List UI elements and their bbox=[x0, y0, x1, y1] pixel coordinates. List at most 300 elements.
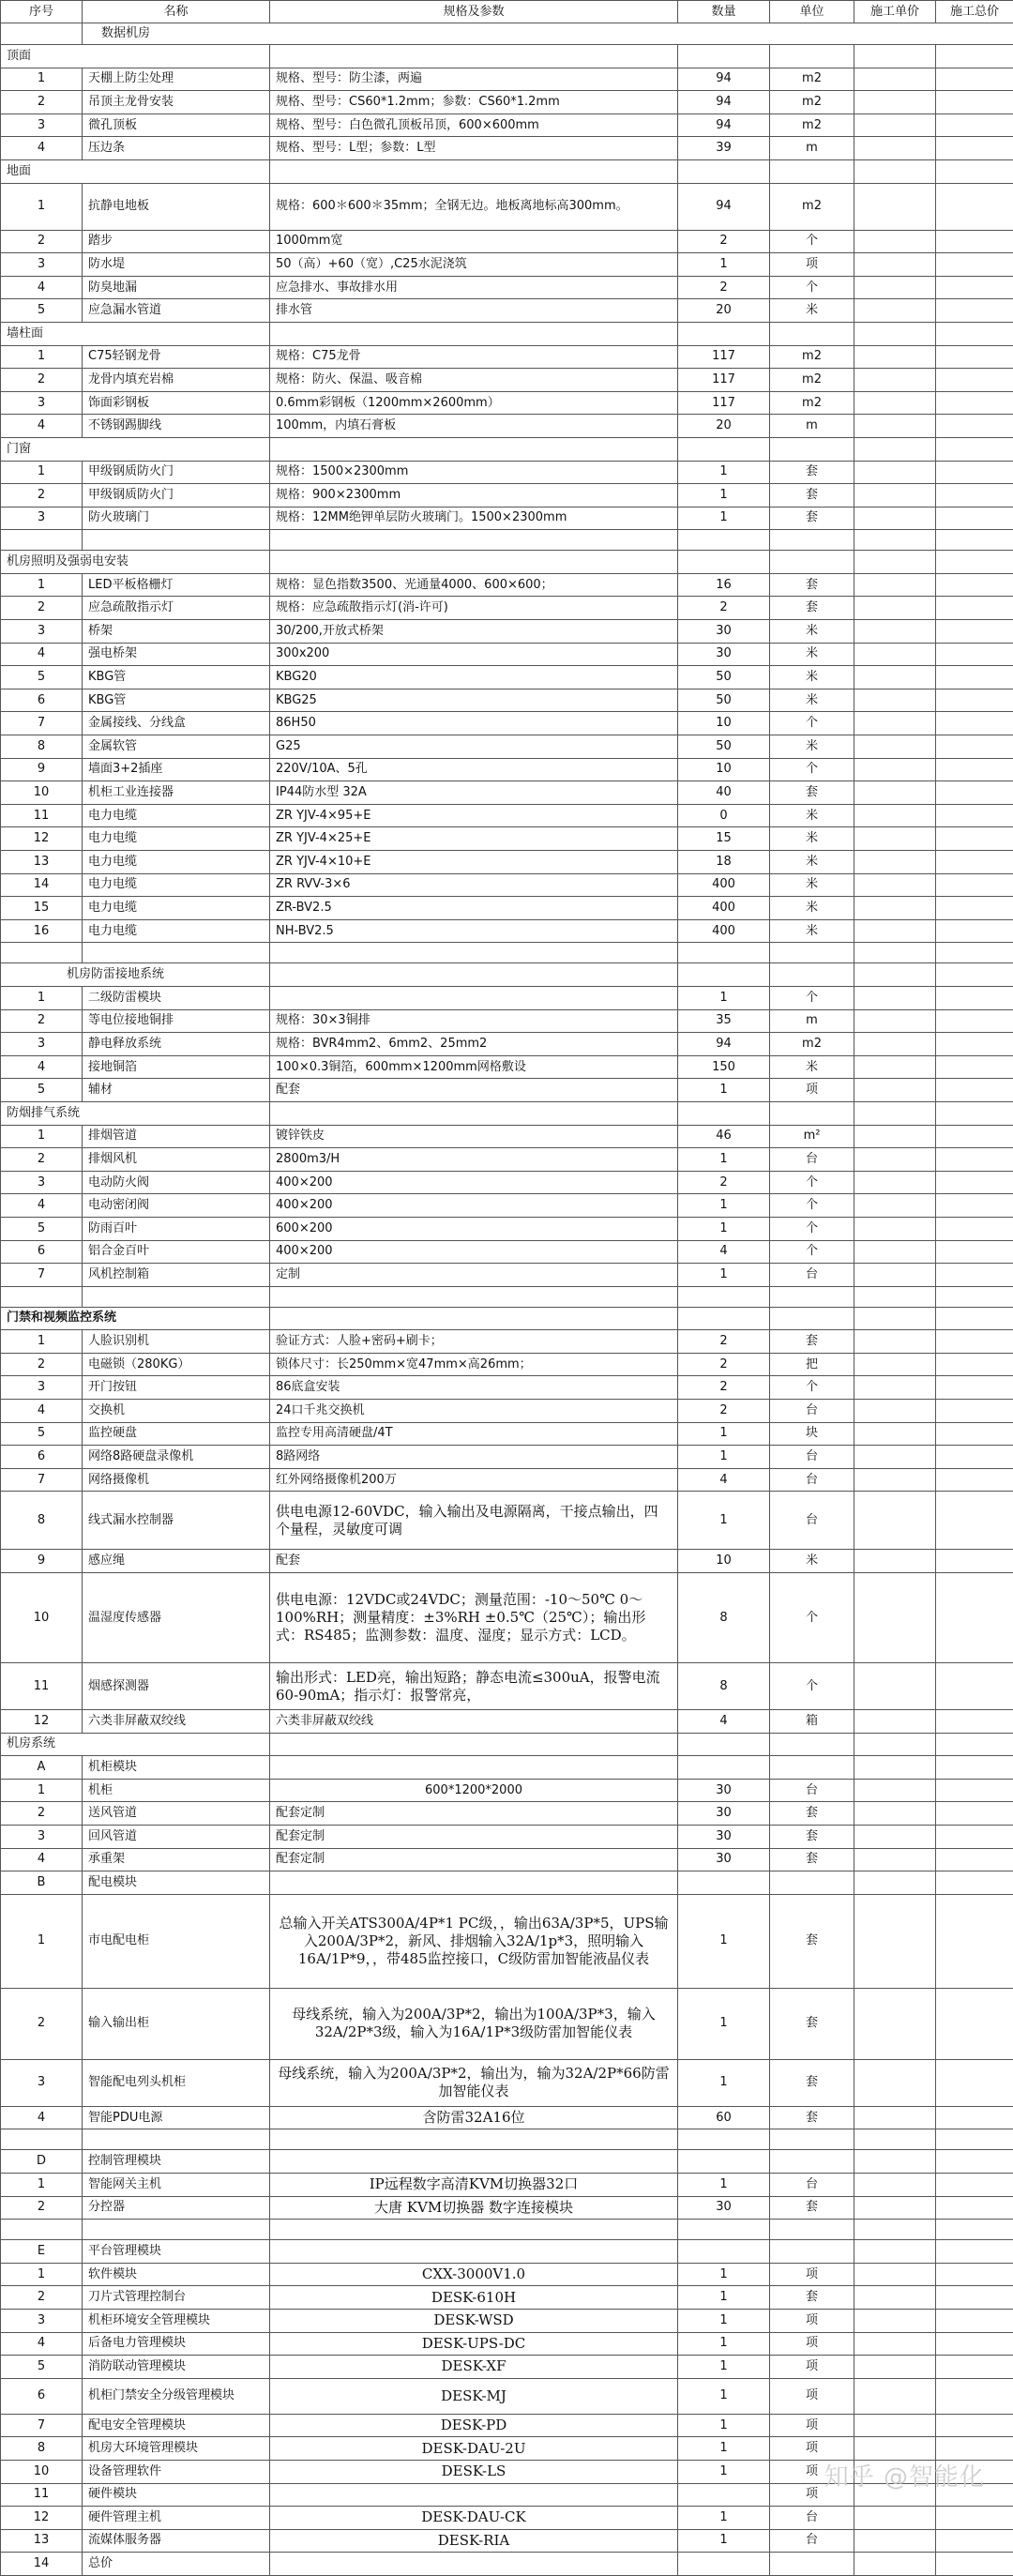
item-spec: 监控专用高清硬盘/4T bbox=[270, 1422, 678, 1446]
item-price bbox=[854, 1079, 936, 1102]
item-price bbox=[854, 712, 936, 735]
item-total bbox=[936, 2378, 1013, 2414]
item-name: 电力电缆 bbox=[83, 919, 270, 943]
item-qty: 94 bbox=[678, 91, 770, 114]
item-name: 吊顶主龙骨安装 bbox=[83, 91, 270, 114]
empty-cell bbox=[770, 1286, 854, 1307]
item-total bbox=[936, 689, 1013, 712]
empty-cell bbox=[83, 1286, 270, 1307]
table-row bbox=[1, 2507, 1013, 2530]
item-name: 总价 bbox=[83, 2553, 270, 2576]
table-row bbox=[1, 1710, 1013, 1734]
table-row bbox=[1, 1009, 1013, 1033]
item-qty: 30 bbox=[678, 1779, 770, 1802]
empty-cell bbox=[270, 551, 678, 574]
empty-cell bbox=[678, 2240, 770, 2264]
item-total bbox=[936, 781, 1013, 805]
empty-cell bbox=[678, 159, 770, 183]
section-title: 防烟排气系统 bbox=[1, 1101, 270, 1125]
item-unit: 台 bbox=[770, 1148, 854, 1172]
title-row bbox=[1, 23, 1013, 45]
item-price bbox=[854, 1573, 936, 1663]
item-unit: 台 bbox=[770, 1400, 854, 1423]
empty-cell bbox=[270, 159, 678, 183]
item-price bbox=[854, 643, 936, 666]
item-seq: 4 bbox=[1, 643, 83, 666]
header-price: 施工单价 bbox=[854, 1, 936, 23]
item-unit: m bbox=[770, 137, 854, 160]
item-name: 电力电缆 bbox=[83, 804, 270, 827]
item-unit: 米 bbox=[770, 827, 854, 851]
empty-cell bbox=[770, 1307, 854, 1330]
table-row bbox=[1, 758, 1013, 781]
item-spec: 配套定制 bbox=[270, 1802, 678, 1826]
item-unit: 米 bbox=[770, 1055, 854, 1079]
item-total bbox=[936, 919, 1013, 943]
item-unit: 套 bbox=[770, 1802, 854, 1826]
item-qty: 1 bbox=[678, 1988, 770, 2059]
empty-cell bbox=[854, 1286, 936, 1307]
empty-cell bbox=[678, 2150, 770, 2174]
item-unit: 台 bbox=[770, 1446, 854, 1469]
item-spec: G25 bbox=[270, 735, 678, 759]
item-total bbox=[936, 2196, 1013, 2220]
item-price bbox=[854, 183, 936, 230]
table-row bbox=[1, 1988, 1013, 2059]
item-total bbox=[936, 1194, 1013, 1218]
item-spec: 规格：30×3铜排 bbox=[270, 1009, 678, 1033]
item-price bbox=[854, 1422, 936, 1446]
table-row bbox=[1, 345, 1013, 369]
item-total bbox=[936, 1055, 1013, 1079]
empty-cell bbox=[270, 963, 678, 987]
table-row bbox=[1, 851, 1013, 874]
empty-cell bbox=[83, 2129, 270, 2150]
item-unit: 项 bbox=[770, 2263, 854, 2286]
empty-cell bbox=[770, 943, 854, 963]
item-name: 电磁锁（280KG） bbox=[83, 1353, 270, 1376]
item-unit: 项 bbox=[770, 2460, 854, 2483]
item-qty: 30 bbox=[678, 1802, 770, 1826]
item-spec: 0.6mm彩钢板（1200mm×2600mm） bbox=[270, 391, 678, 415]
item-total bbox=[936, 873, 1013, 897]
item-total bbox=[936, 2356, 1013, 2379]
item-price bbox=[854, 873, 936, 897]
item-spec: 50（高）+60（宽）,C25水泥浇筑 bbox=[270, 253, 678, 277]
section-title: 机房照明及强弱电安装 bbox=[1, 551, 270, 574]
item-qty: 94 bbox=[678, 114, 770, 137]
empty-cell bbox=[770, 551, 854, 574]
item-spec: 大唐 KVM切换器 数字连接模块 bbox=[270, 2196, 678, 2220]
item-total bbox=[936, 2553, 1013, 2576]
item-seq: 1 bbox=[1, 986, 83, 1009]
item-total bbox=[936, 345, 1013, 369]
item-qty: 2 bbox=[678, 276, 770, 299]
item-spec: 600×200 bbox=[270, 1217, 678, 1240]
item-qty: 2 bbox=[678, 1171, 770, 1194]
item-price bbox=[854, 919, 936, 943]
item-spec: 1000mm宽 bbox=[270, 230, 678, 253]
item-price bbox=[854, 666, 936, 689]
item-name: 机柜环境安全管理模块 bbox=[83, 2309, 270, 2332]
item-qty: 1 bbox=[678, 2460, 770, 2483]
table-row bbox=[1, 1033, 1013, 1056]
item-price bbox=[854, 2059, 936, 2106]
item-name: 微孔顶板 bbox=[83, 114, 270, 137]
item-unit: 个 bbox=[770, 1171, 854, 1194]
item-spec: 总输入开关ATS300A/4P*1 PC级，，输出63A/3P*5，UPS输入200A/3P*2，新风、排烟输入32A/1p*3，照明输入16A/1P*9，，带485监控接口，C级防雷加智能液晶仪表 bbox=[270, 1894, 678, 1988]
empty-cell bbox=[270, 322, 678, 345]
empty-cell bbox=[936, 2129, 1013, 2150]
item-name: 机柜 bbox=[83, 1779, 270, 1802]
item-qty: 30 bbox=[678, 1848, 770, 1871]
empty-cell bbox=[270, 1307, 678, 1330]
item-spec: KBG20 bbox=[270, 666, 678, 689]
table-row bbox=[1, 114, 1013, 137]
item-seq: 2 bbox=[1, 91, 83, 114]
item-spec: 镀锌铁皮 bbox=[270, 1125, 678, 1148]
item-price bbox=[854, 897, 936, 920]
item-unit: m2 bbox=[770, 345, 854, 369]
item-unit: 米 bbox=[770, 735, 854, 759]
item-unit: 米 bbox=[770, 689, 854, 712]
section-row bbox=[1, 551, 1013, 574]
item-seq: 1 bbox=[1, 573, 83, 597]
item-total bbox=[936, 620, 1013, 644]
table-row bbox=[1, 2553, 1013, 2576]
item-unit bbox=[770, 2553, 854, 2576]
item-name: 感应绳 bbox=[83, 1550, 270, 1573]
item-spec: 规格：600＊600＊35mm；全钢无边。地板离地标高300mm。 bbox=[270, 183, 678, 230]
empty-cell bbox=[936, 45, 1013, 68]
item-qty: 1 bbox=[678, 2437, 770, 2461]
item-name: 静电释放系统 bbox=[83, 1033, 270, 1056]
item-name: 输入输出柜 bbox=[83, 1988, 270, 2059]
empty-cell bbox=[270, 1733, 678, 1756]
subsection-title: 配电模块 bbox=[83, 1871, 270, 1895]
item-price bbox=[854, 2378, 936, 2414]
item-seq: 1 bbox=[1, 461, 83, 484]
table-row bbox=[1, 183, 1013, 230]
item-seq: 6 bbox=[1, 1240, 83, 1264]
table-row bbox=[1, 597, 1013, 620]
item-name: 开门按钮 bbox=[83, 1376, 270, 1400]
item-qty: 60 bbox=[678, 2106, 770, 2129]
item-unit: 个 bbox=[770, 712, 854, 735]
table-row bbox=[1, 1848, 1013, 1871]
item-qty: 1 bbox=[678, 986, 770, 1009]
item-price bbox=[854, 299, 936, 323]
item-name: 金属接线、分线盒 bbox=[83, 712, 270, 735]
item-spec: 100mm，内填石膏板 bbox=[270, 415, 678, 438]
item-name: 踏步 bbox=[83, 230, 270, 253]
item-total bbox=[936, 2437, 1013, 2461]
item-name: 甲级钢质防火门 bbox=[83, 461, 270, 484]
empty-cell bbox=[854, 943, 936, 963]
section-row bbox=[1, 963, 1013, 987]
item-spec: 含防雷32A16位 bbox=[270, 2106, 678, 2129]
item-unit: 米 bbox=[770, 1550, 854, 1573]
item-seq: 9 bbox=[1, 1550, 83, 1573]
item-total bbox=[936, 1802, 1013, 1826]
item-qty: 400 bbox=[678, 873, 770, 897]
item-name: 天棚上防尘处理 bbox=[83, 68, 270, 91]
item-seq: 4 bbox=[1, 276, 83, 299]
item-qty: 2 bbox=[678, 1376, 770, 1400]
item-seq: 2 bbox=[1, 1802, 83, 1826]
item-spec: 86H50 bbox=[270, 712, 678, 735]
table-row bbox=[1, 2414, 1013, 2437]
item-seq: 1 bbox=[1, 68, 83, 91]
subsection-title: 机柜模块 bbox=[83, 1756, 270, 1780]
item-spec: 锁体尺寸：长250mm×宽47mm×高26mm； bbox=[270, 1353, 678, 1376]
item-seq: 1 bbox=[1, 1125, 83, 1148]
item-name: 防臭地漏 bbox=[83, 276, 270, 299]
item-seq: 7 bbox=[1, 712, 83, 735]
item-price bbox=[854, 1663, 936, 1710]
item-qty: 150 bbox=[678, 1055, 770, 1079]
item-spec: 红外网络摄像机200万 bbox=[270, 1468, 678, 1492]
empty-cell bbox=[936, 943, 1013, 963]
item-total bbox=[936, 2414, 1013, 2437]
empty-cell bbox=[936, 2240, 1013, 2264]
item-total bbox=[936, 1446, 1013, 1469]
header-spec: 规格及参数 bbox=[270, 1, 678, 23]
item-total bbox=[936, 986, 1013, 1009]
item-name: 排烟管道 bbox=[83, 1125, 270, 1148]
empty-cell bbox=[1, 2220, 83, 2240]
item-price bbox=[854, 484, 936, 508]
item-name: 人脸识别机 bbox=[83, 1330, 270, 1354]
item-price bbox=[854, 1894, 936, 1988]
item-unit: 项 bbox=[770, 2332, 854, 2356]
item-seq: 3 bbox=[1, 114, 83, 137]
item-total bbox=[936, 1264, 1013, 1287]
item-total bbox=[936, 1663, 1013, 1710]
item-seq: 2 bbox=[1, 369, 83, 392]
table-row bbox=[1, 299, 1013, 323]
table-row bbox=[1, 1171, 1013, 1194]
item-price bbox=[854, 2553, 936, 2576]
item-qty: 1 bbox=[678, 2356, 770, 2379]
item-qty: 8 bbox=[678, 1663, 770, 1710]
item-seq: 7 bbox=[1, 1468, 83, 1492]
item-qty: 50 bbox=[678, 689, 770, 712]
item-spec: IP远程数字高清KVM切换器32口 bbox=[270, 2173, 678, 2196]
empty-cell bbox=[854, 159, 936, 183]
item-spec: 配套 bbox=[270, 1079, 678, 1102]
item-name: 市电配电柜 bbox=[83, 1894, 270, 1988]
item-unit: 套 bbox=[770, 781, 854, 805]
item-total bbox=[936, 1079, 1013, 1102]
item-name: 机房大环境管理模块 bbox=[83, 2437, 270, 2461]
item-price bbox=[854, 1550, 936, 1573]
item-price bbox=[854, 1217, 936, 1240]
item-spec: 配套 bbox=[270, 1550, 678, 1573]
item-qty: 117 bbox=[678, 369, 770, 392]
item-spec: 定制 bbox=[270, 1264, 678, 1287]
item-name: 金属软管 bbox=[83, 735, 270, 759]
item-name: 烟感探测器 bbox=[83, 1663, 270, 1710]
item-spec: DESK-UPS-DC bbox=[270, 2332, 678, 2356]
item-name: 防水堤 bbox=[83, 253, 270, 277]
item-seq: 5 bbox=[1, 299, 83, 323]
table-row bbox=[1, 689, 1013, 712]
table-row bbox=[1, 643, 1013, 666]
table-row bbox=[1, 1492, 1013, 1550]
item-price bbox=[854, 758, 936, 781]
item-name: 桥架 bbox=[83, 620, 270, 644]
item-qty: 1 bbox=[678, 1264, 770, 1287]
item-name: 后备电力管理模块 bbox=[83, 2332, 270, 2356]
item-qty: 1 bbox=[678, 1894, 770, 1988]
item-seq: 12 bbox=[1, 2507, 83, 2530]
empty-cell bbox=[936, 159, 1013, 183]
item-spec: 验证方式：人脸+密码+刷卡； bbox=[270, 1330, 678, 1354]
item-qty: 1 bbox=[678, 2286, 770, 2310]
item-name: 回风管道 bbox=[83, 1826, 270, 1849]
item-unit: 米 bbox=[770, 620, 854, 644]
item-name: 智能配电列头机柜 bbox=[83, 2059, 270, 2106]
subsection-letter: A bbox=[1, 1756, 83, 1780]
section-row bbox=[1, 159, 1013, 183]
section-title: 门禁和视频监控系统 bbox=[1, 1307, 270, 1330]
item-qty: 30 bbox=[678, 620, 770, 644]
item-unit: 米 bbox=[770, 299, 854, 323]
item-total bbox=[936, 1353, 1013, 1376]
empty-cell bbox=[1, 530, 83, 551]
item-price bbox=[854, 1353, 936, 1376]
header-name: 名称 bbox=[83, 1, 270, 23]
item-unit: 套 bbox=[770, 1894, 854, 1988]
item-price bbox=[854, 1400, 936, 1423]
item-total bbox=[936, 1171, 1013, 1194]
item-unit: 米 bbox=[770, 919, 854, 943]
empty-cell bbox=[854, 1756, 936, 1780]
item-spec: 400×200 bbox=[270, 1240, 678, 1264]
item-seq: 11 bbox=[1, 2483, 83, 2507]
item-qty: 1 bbox=[678, 2529, 770, 2553]
empty-cell bbox=[270, 1756, 678, 1780]
item-unit: 台 bbox=[770, 1468, 854, 1492]
item-name: 墙面3+2插座 bbox=[83, 758, 270, 781]
item-price bbox=[854, 415, 936, 438]
item-spec: 规格：防火、保温、吸音棉 bbox=[270, 369, 678, 392]
item-name: 接地铜箔 bbox=[83, 1055, 270, 1079]
empty-cell bbox=[770, 2220, 854, 2240]
table-row bbox=[1, 2356, 1013, 2379]
header-seq: 序号 bbox=[1, 1, 83, 23]
table-row bbox=[1, 1573, 1013, 1663]
item-qty: 94 bbox=[678, 1033, 770, 1056]
item-seq: 8 bbox=[1, 735, 83, 759]
item-spec: 300x200 bbox=[270, 643, 678, 666]
blank-row bbox=[1, 1286, 1013, 1307]
item-unit: 套 bbox=[770, 1826, 854, 1849]
table-row bbox=[1, 1894, 1013, 1988]
item-spec: ZR YJV-4×95+E bbox=[270, 804, 678, 827]
item-seq: 8 bbox=[1, 2437, 83, 2461]
item-price bbox=[854, 253, 936, 277]
item-spec: 规格：BVR4mm2、6mm2、25mm2 bbox=[270, 1033, 678, 1056]
item-seq: 3 bbox=[1, 507, 83, 530]
item-name: 硬件模块 bbox=[83, 2483, 270, 2507]
item-name: 分控器 bbox=[83, 2196, 270, 2220]
item-seq: 4 bbox=[1, 1400, 83, 1423]
item-price bbox=[854, 1148, 936, 1172]
item-unit: 台 bbox=[770, 1264, 854, 1287]
table-row bbox=[1, 712, 1013, 735]
empty-cell bbox=[270, 2220, 678, 2240]
table-row bbox=[1, 415, 1013, 438]
table-row bbox=[1, 666, 1013, 689]
item-qty: 1 bbox=[678, 2378, 770, 2414]
empty-cell bbox=[770, 2150, 854, 2174]
item-unit: m2 bbox=[770, 68, 854, 91]
item-price bbox=[854, 230, 936, 253]
item-seq: 4 bbox=[1, 415, 83, 438]
item-total bbox=[936, 2106, 1013, 2129]
item-seq: 10 bbox=[1, 781, 83, 805]
empty-cell bbox=[854, 551, 936, 574]
empty-cell bbox=[936, 437, 1013, 461]
item-unit: m² bbox=[770, 1125, 854, 1148]
item-spec: 规格、型号：防尘漆，两遍 bbox=[270, 68, 678, 91]
empty-cell bbox=[854, 1307, 936, 1330]
empty-cell bbox=[678, 1307, 770, 1330]
item-qty: 10 bbox=[678, 758, 770, 781]
blank-row bbox=[1, 2129, 1013, 2150]
item-name: 电力电缆 bbox=[83, 873, 270, 897]
item-total bbox=[936, 2507, 1013, 2530]
item-spec: DESK-LS bbox=[270, 2460, 678, 2483]
item-spec: ZR-BV2.5 bbox=[270, 897, 678, 920]
item-qty: 4 bbox=[678, 1710, 770, 1734]
section-row bbox=[1, 437, 1013, 461]
item-seq: 14 bbox=[1, 873, 83, 897]
item-spec: 600*1200*2000 bbox=[270, 1779, 678, 1802]
item-spec: NH-BV2.5 bbox=[270, 919, 678, 943]
item-spec: DESK-610H bbox=[270, 2286, 678, 2310]
item-seq: 6 bbox=[1, 1446, 83, 1469]
item-unit: 个 bbox=[770, 1194, 854, 1218]
item-price bbox=[854, 573, 936, 597]
item-price bbox=[854, 1376, 936, 1400]
item-total bbox=[936, 1468, 1013, 1492]
item-price bbox=[854, 1848, 936, 1871]
item-price bbox=[854, 1171, 936, 1194]
item-unit: 套 bbox=[770, 1330, 854, 1354]
item-name: 交换机 bbox=[83, 1400, 270, 1423]
item-total bbox=[936, 1573, 1013, 1663]
item-seq: 5 bbox=[1, 2356, 83, 2379]
item-seq: 13 bbox=[1, 2529, 83, 2553]
item-name: 送风管道 bbox=[83, 1802, 270, 1826]
item-name: 软件模块 bbox=[83, 2263, 270, 2286]
item-name: 电力电缆 bbox=[83, 897, 270, 920]
item-price bbox=[854, 804, 936, 827]
table-row bbox=[1, 1125, 1013, 1148]
item-total bbox=[936, 2286, 1013, 2310]
item-price bbox=[854, 597, 936, 620]
item-qty: 1 bbox=[678, 2414, 770, 2437]
item-total bbox=[936, 1826, 1013, 1849]
item-unit: m bbox=[770, 1009, 854, 1033]
item-qty: 50 bbox=[678, 735, 770, 759]
item-qty: 1 bbox=[678, 1446, 770, 1469]
subsection-row bbox=[1, 1756, 1013, 1780]
item-spec: 排水管 bbox=[270, 299, 678, 323]
